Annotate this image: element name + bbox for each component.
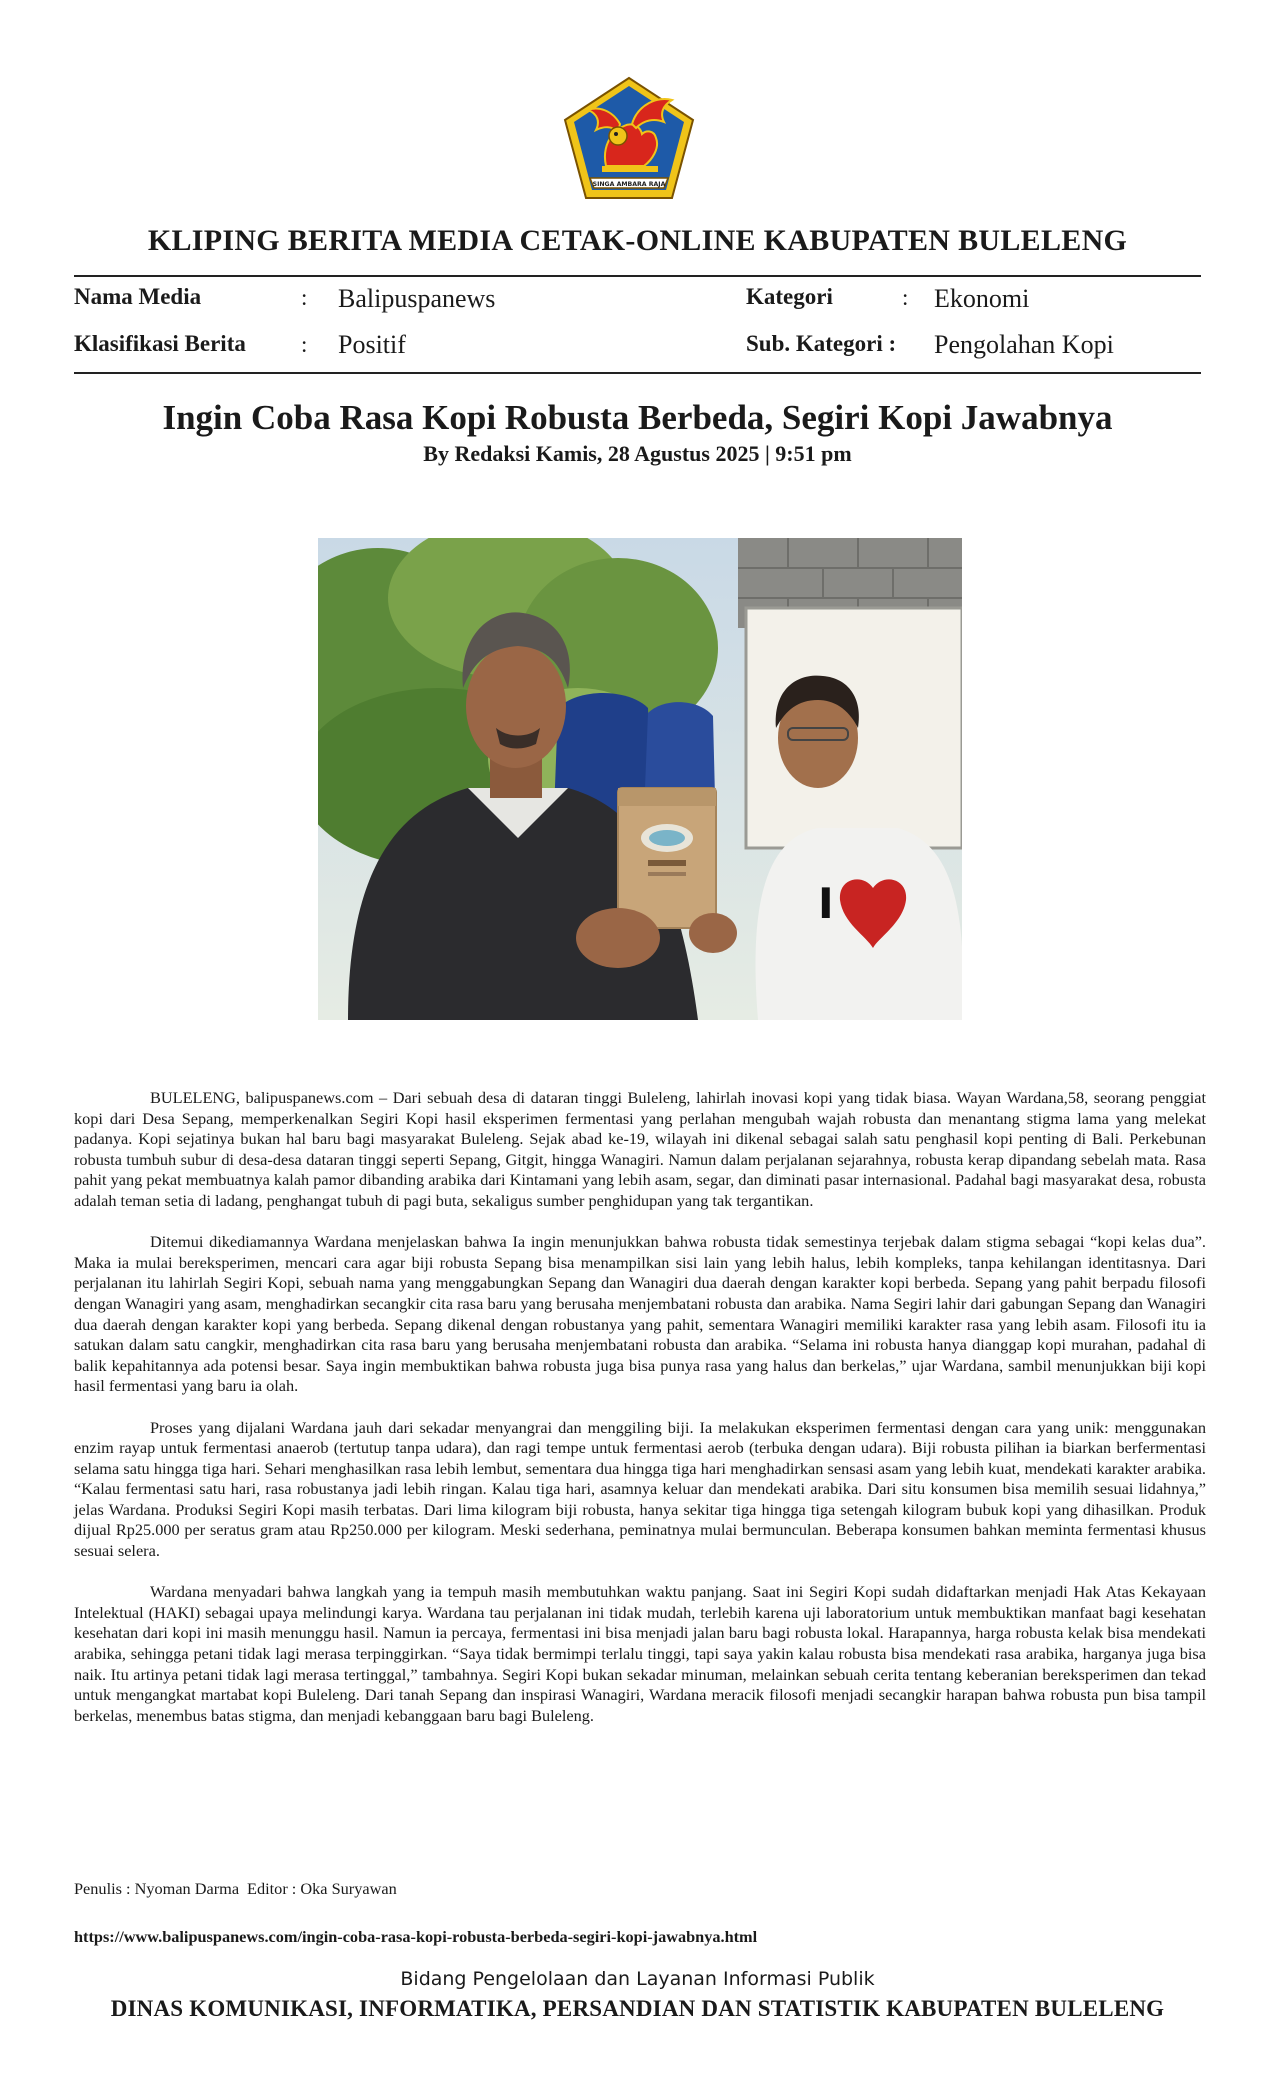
article-paragraph: Proses yang dijalani Wardana jauh dari sekadar menyangrai dan menggiling biji. Ia melakukan eksperimen fermentasi dengan cara yang unik: menggunakan enzim rayap untuk fermentasi anaerob (tertutup tanpa udara), dan ragi tempe untuk fermentasi aerob (terbuka dengan udara). Biji robusta pilihan ia biarkan berfermentasi selama satu hingga tiga hari. Sehari menghasilkan rasa lebih lembut, sementara dua hingga tiga hari menghadirkan sensasi asam yang lebih kuat, mendekati karakter arabika. “Kalau fermentasi satu hari, rasa robustanya jadi lebih ringan. Kalau tiga hari, asamnya keluar dan mendekati arabika. Dari situ konsumen bisa memilih sesuai lidahnya,” jelas Wardana. Produksi Segiri Kopi masih terbatas. Dari lima kilogram biji robusta, hanya sekitar tiga hingga tiga setengah kilogram bubuk kopi yang dihasilkan. Produk dijual Rp25.000 per seratus gram atau Rp250.000 per kilogram. Meski sederhana, peminatnya mulai bermunculan. Beberapa konsumen bahkan meminta fermentasi khusus sesuai selera. bbox=[74, 1417, 1206, 1561]
sub-category-value: Pengolahan Kopi bbox=[934, 330, 1114, 359]
clipping-title: KLIPING BERITA MEDIA CETAK-ONLINE KABUPATEN BULELENG bbox=[147, 224, 1128, 257]
writer-credit: Penulis : Nyoman Darma bbox=[74, 1879, 240, 1898]
editor-credit: Editor : Oka Suryawan bbox=[247, 1879, 397, 1898]
article-photo bbox=[318, 538, 962, 1020]
footer-department: Bidang Pengelolaan dan Layanan Informasi Publik bbox=[400, 1968, 875, 1990]
category-value: Ekonomi bbox=[934, 284, 1030, 313]
regency-emblem-logo bbox=[562, 74, 697, 202]
category-colon: : bbox=[902, 285, 909, 310]
svg-text:I: I bbox=[818, 879, 834, 928]
classification-label: Klasifikasi Berita bbox=[74, 331, 246, 356]
media-name-value: Balipuspanews bbox=[338, 284, 496, 313]
article-headline: Ingin Coba Rasa Kopi Robusta Berbeda, Segiri Kopi Jawabnya bbox=[162, 398, 1113, 437]
sub-category-label: Sub. Kategori : bbox=[746, 331, 897, 356]
article-body bbox=[74, 1088, 1206, 1726]
footer-agency: DINAS KOMUNIKASI, INFORMATIKA, PERSANDIAN DAN STATISTIK KABUPATEN BULELENG bbox=[110, 1996, 1165, 2021]
classification-colon: : bbox=[301, 332, 308, 357]
article-paragraph: BULELENG, balipuspanews.com – Dari sebuah desa di dataran tinggi Buleleng, lahirlah inovasi kopi yang tidak biasa. Wayan Wardana,58, seorang penggiat kopi dari Desa Sepang, memperkenalkan Segiri Kopi hasil eksperimen fermentasi yang perlahan mengubah wajah robusta dan menantang stigma lama yang melekat padanya. Kopi sejatinya bukan hal baru bagi masyarakat Buleleng. Sejak abad ke-19, wilayah ini dikenal sebagai salah satu penghasil kopi penting di Bali. Perkebunan robusta tumbuh subur di desa-desa dataran tinggi seperti Sepang, Gitgit, hingga Wanagiri. Namun dalam perjalanan sejarahnya, robusta kerap dipandang sebelah mata. Rasa pahit yang pekat membuatnya kalah pamor dibanding arabika dari Kintamani yang lebih asam, segar, dan diminati pasar internasional. Padahal bagi masyarakat desa, robusta adalah teman setia di ladang, penghangat tubuh di pagi buta, sekaligus sumber penghidupan yang tak tergantikan. bbox=[74, 1088, 1206, 1210]
category-label: Kategori bbox=[746, 284, 833, 309]
meta-bottom-divider bbox=[74, 372, 1201, 374]
article-credits bbox=[74, 1879, 397, 1899]
article-paragraph: Wardana menyadari bahwa langkah yang ia tempuh masih membutuhkan waktu panjang. Saat ini Segiri Kopi sudah didaftarkan menjadi Hak Atas Kekayaan Intelektual (HAKI) sebagai upaya melindungi karya. Wardana tau perjalanan ini tidak mudah, terlebih karena uji laboratorium untuk membuktikan manfaat bagi kesehatan kesehatan dari kopi ini masih menunggu hasil. Namun ia percaya, fermentasi ini bisa menjadi jalan baru bagi robusta lokal. Harapannya, harga robusta kelak bisa mendekati arabika, sehingga petani tidak lagi merasa terpinggirkan. “Saya tidak bermimpi terlalu tinggi, tapi saya yakin kalau robusta bisa mendekati rasa arabika, harganya juga bisa naik. Itu artinya petani tidak lagi merasa tertinggal,” tambahnya. Segiri Kopi bukan sekadar minuman, melainkan sebuah cerita tentang keberanian bereksperimen dan tekad untuk mengangkat martabat kopi Buleleng. Dari tanah Sepang dan inspirasi Wanagiri, Wardana meracik filosofi menjadi secangkir harapan bahwa robusta pun bisa tampil berkelas, menembus batas stigma, dan menjadi kebanggaan baru bagi Buleleng. bbox=[74, 1582, 1206, 1725]
article-paragraph: Ditemui dikediamannya Wardana menjelaskan bahwa Ia ingin menunjukkan bahwa robusta tidak semestinya terjebak dalam stigma sebagai “kopi kelas dua”. Maka ia mulai bereksperimen, mencari cara agar biji robusta Sepang bisa menampilkan sisi lain yang lebih halus, lebih kompleks, tanpa kehilangan identitasnya. Dari perjalanan itu lahirlah Segiri Kopi, sebuah nama yang menggabungkan Sepang dan Wanagiri dua daerah dengan karakter kopi berbeda. Sepang yang pahit berpadu filosofi dengan Wanagiri yang asam, menghadirkan secangkir cita rasa baru yang berusaha menjembatani robusta dan arabika. Nama Segiri lahir dari gabungan Sepang dan Wanagiri dua daerah dengan karakter kopi yang berbeda. Sepang dikenal dengan robustanya yang pahit, sementara Wanagiri memiliki karakter rasa yang lebih asam. Filosofi itu ia satukan dalam satu cangkir, menghadirkan cita rasa baru yang berusaha menjembatani robusta dan arabika. “Selama ini robusta hanya dianggap kopi murahan, padahal di balik kepahitannya ada potensi besar. Saya ingin membuktikan bahwa robusta juga bisa punya rasa yang halus dan berkelas,” ujar Wardana, sambil menunjukkan biji kopi hasil fermentasi yang baru ia olah. bbox=[74, 1232, 1206, 1396]
media-name-colon: : bbox=[301, 285, 308, 310]
article-byline: By Redaksi Kamis, 28 Agustus 2025 | 9:51 pm bbox=[423, 441, 852, 466]
logo-ribbon-text: SINGA AMBARA RAJA bbox=[592, 181, 666, 188]
media-name-label: Nama Media bbox=[74, 284, 202, 309]
source-url-link[interactable]: https://www.balipuspanews.com/ingin-coba-rasa-kopi-robusta-berbeda-segiri-kopi-jawabnya.html bbox=[74, 1927, 758, 1946]
classification-value: Positif bbox=[338, 330, 406, 359]
top-divider bbox=[74, 275, 1201, 277]
